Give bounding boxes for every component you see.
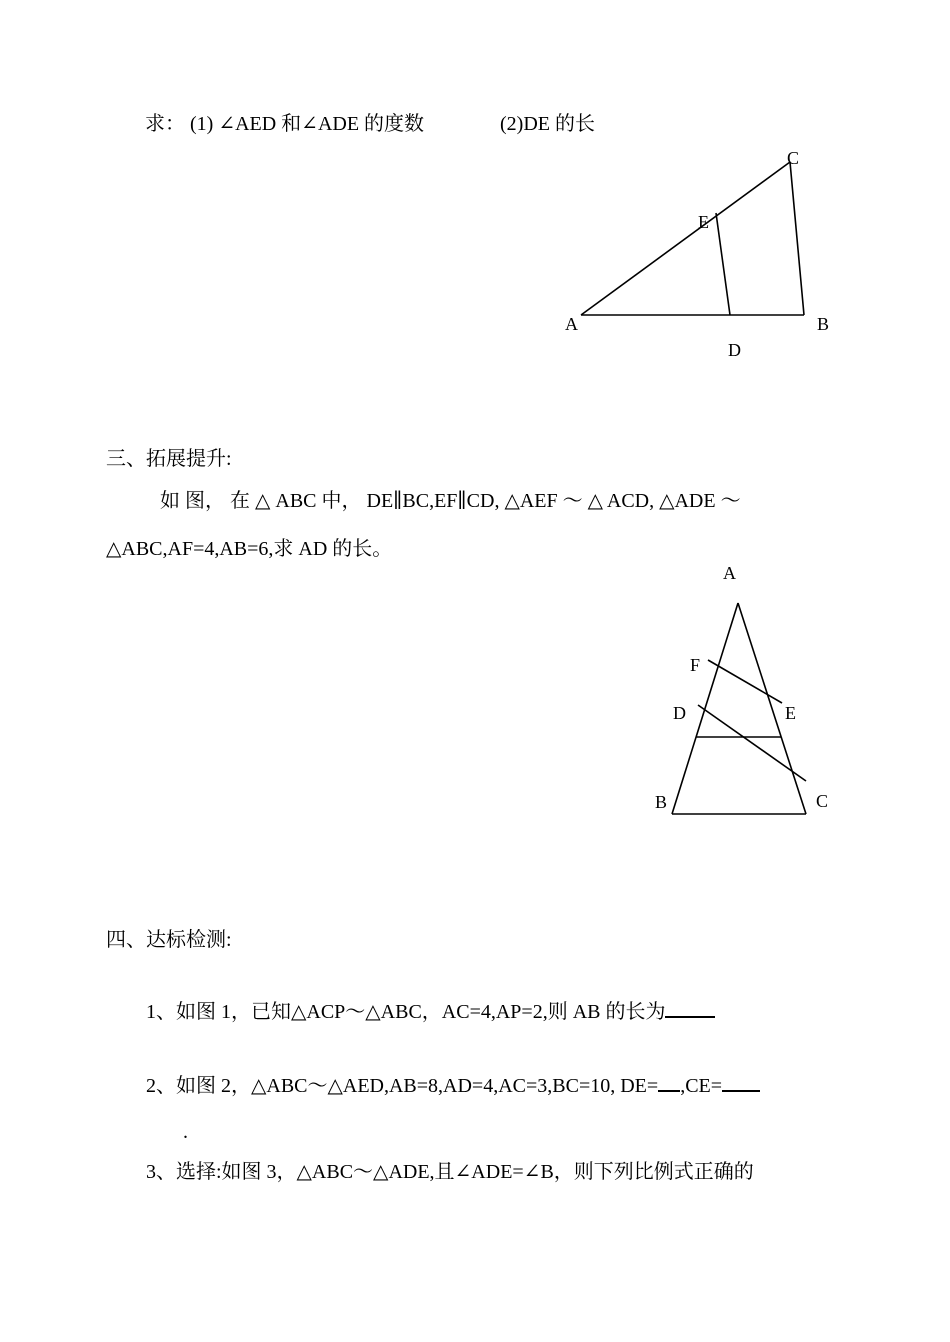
question-2-mid: ,CE=: [680, 1075, 723, 1097]
question-1-text: 1、如图 1，已知△ACP～△ABC，AC=4,AP=2,则 AB 的长为: [146, 1001, 666, 1023]
answer-blank-ce[interactable]: [722, 1072, 760, 1092]
question-3: [146, 1160, 754, 1184]
question-text-2: (2)DE 的长: [500, 113, 595, 135]
label-D: D: [728, 340, 741, 360]
label-F: F: [690, 655, 701, 675]
label-D: D: [673, 703, 686, 723]
problem-text-2: △ABC,AF=4,AB=6,求 AD 的长。: [106, 538, 393, 560]
label-B: B: [817, 314, 830, 334]
label-E: E: [698, 212, 709, 232]
label-C: C: [787, 148, 800, 168]
answer-blank-de[interactable]: [658, 1072, 680, 1092]
label-A: A: [565, 314, 578, 334]
question-text: 求： (1) ∠AED 和∠ADE 的度数: [145, 113, 425, 135]
question-2: [146, 1072, 760, 1098]
label-C: C: [816, 791, 829, 811]
problem-text-1: 如 图， 在 △ ABC 中， DE∥BC,EF∥CD, △AEF ～ △ ACD, △ADE ～: [160, 490, 741, 512]
heading-text: 四、达标检测:: [106, 929, 232, 951]
question-1: [146, 998, 715, 1024]
segment-fe: [708, 660, 782, 703]
label-E: E: [785, 703, 796, 723]
section-4-heading: [106, 928, 232, 952]
question-2-text: 2、如图 2，△ABC～△AED,AB=8,AD=4,AC=3,BC=10, DE=: [146, 1075, 659, 1097]
label-B: B: [655, 792, 668, 812]
period: .: [183, 1121, 188, 1143]
answer-blank-1[interactable]: [665, 998, 715, 1018]
heading-text: 三、拓展提升:: [106, 448, 232, 470]
question-2-period: [183, 1120, 188, 1144]
question-3-text: 3、选择:如图 3，△ABC～△ADE,且∠ADE=∠B，则下列比例式正确的: [146, 1161, 754, 1183]
label-A: A: [723, 563, 736, 583]
